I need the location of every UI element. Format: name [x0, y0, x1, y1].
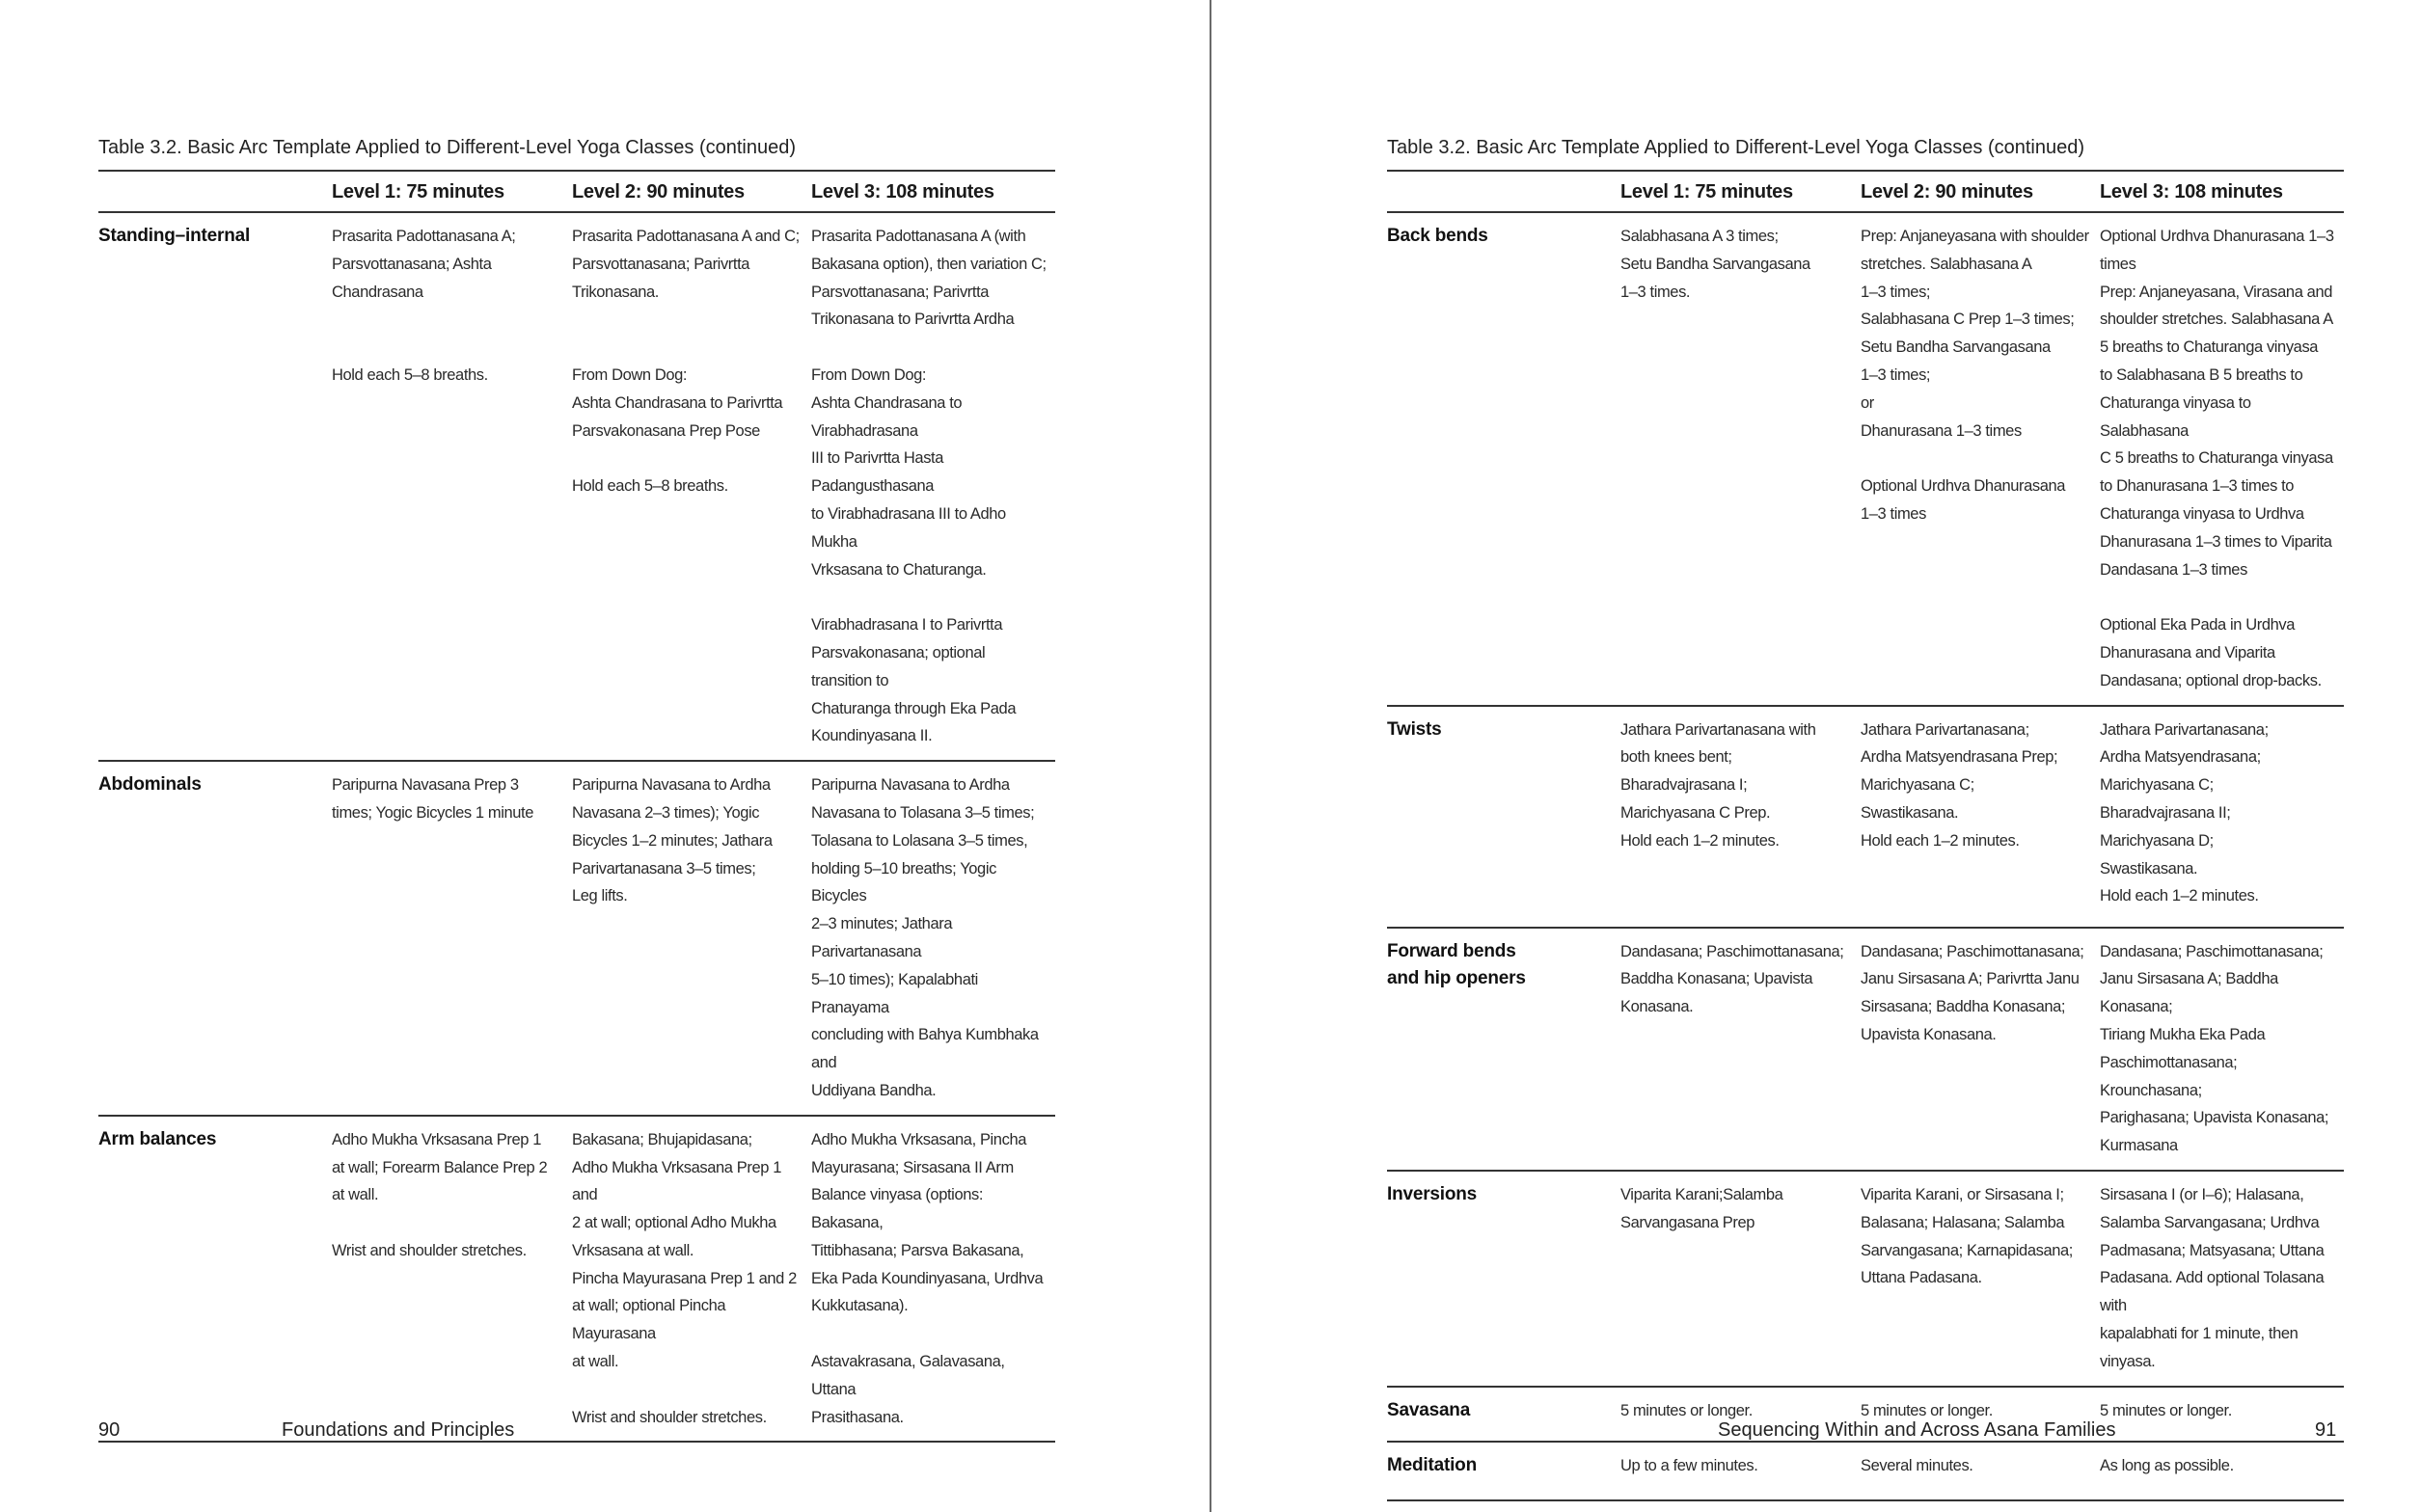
- table-row: [1387, 706, 2344, 928]
- cell-level-3: Dandasana; Paschimottanasana; Janu Sirsasana A; Baddha Konasana; Tiriang Mukha Eka Pada Paschimottanasana; Krounchasana; Parighasana; Upavista Konasana; Kurmasana: [2100, 928, 2344, 1171]
- cell-level-2: Viparita Karani, or Sirsasana I; Balasana; Halasana; Salamba Sarvangasana; Karnapidasana; Uttana Padasana.: [1861, 1171, 2100, 1387]
- cell-level-1: Prasarita Padottanasana A; Parsvottanasana; Ashta Chandrasana Hold each 5–8 breaths.: [332, 212, 572, 761]
- table-caption: Table 3.2. Basic Arc Template Applied to Different-Level Yoga Classes (continued): [1387, 137, 2085, 158]
- left-page: [0, 0, 1210, 1512]
- row-family: Arm balances: [98, 1116, 332, 1443]
- cell-level-1: 5 minutes or longer.: [1620, 1387, 1861, 1442]
- header-level-3: Level 3: 108 minutes: [811, 171, 1055, 212]
- cell-level-2: Prep: Anjaneyasana with shoulder stretches. Salabhasana A 1–3 times; Salabhasana C Prep 1–3 times; Setu Bandha Sarvangasana 1–3 times; or Dhanurasana 1–3 times Optional Urdhva Dhanurasana 1–3 times: [1861, 212, 2100, 706]
- sequencing-table-left: [98, 170, 1055, 1443]
- row-family: Inversions: [1387, 1171, 1620, 1387]
- cell-level-1: Viparita Karani;Salamba Sarvangasana Prep: [1620, 1171, 1861, 1387]
- table-row: [98, 761, 1055, 1116]
- table-header-row: [1387, 171, 2344, 212]
- header-family: [1387, 171, 1620, 212]
- row-family: Savasana: [1387, 1387, 1620, 1442]
- cell-level-1: Adho Mukha Vrksasana Prep 1 at wall; Forearm Balance Prep 2 at wall. Wrist and shoulder stretches.: [332, 1116, 572, 1443]
- cell-level-2: Bakasana; Bhujapidasana; Adho Mukha Vrksasana Prep 1 and 2 at wall; optional Adho Mukha Vrksasana at wall. Pincha Mayurasana Prep 1 and 2 at wall; optional Pincha Mayurasana at wall. Wrist and shoulder stretches.: [572, 1116, 811, 1443]
- table-caption: Table 3.2. Basic Arc Template Applied to Different-Level Yoga Classes (continued): [98, 137, 797, 158]
- header-family: [98, 171, 332, 212]
- cell-level-2: Paripurna Navasana to Ardha Navasana 2–3 times); Yogic Bicycles 1–2 minutes; Jathara Parivartanasana 3–5 times; Leg lifts.: [572, 761, 811, 1116]
- right-page: [1211, 0, 2421, 1512]
- row-family: Standing–internal: [98, 212, 332, 761]
- header-level-2: Level 2: 90 minutes: [572, 171, 811, 212]
- table-row: [1387, 1171, 2344, 1387]
- cell-level-3: As long as possible.: [2100, 1442, 2344, 1500]
- cell-level-1: Up to a few minutes.: [1620, 1442, 1861, 1500]
- cell-level-3: Paripurna Navasana to Ardha Navasana to Tolasana 3–5 times; Tolasana to Lolasana 3–5 times, holding 5–10 breaths; Yogic Bicycles 2–3 minutes; Jathara Parivartanasana 5–10 times); Kapalabhati Pranayama concluding with Bahya Kumbhaka and Uddiyana Bandha.: [811, 761, 1055, 1116]
- cell-level-2: Several minutes.: [1861, 1442, 2100, 1500]
- cell-level-1: Jathara Parivartanasana with both knees bent; Bharadvajrasana I; Marichyasana C Prep. Hold each 1–2 minutes.: [1620, 706, 1861, 928]
- row-family: Back bends: [1387, 212, 1620, 706]
- header-level-2: Level 2: 90 minutes: [1861, 171, 2100, 212]
- row-family: Abdominals: [98, 761, 332, 1116]
- cell-level-3: Sirsasana I (or I–6); Halasana, Salamba Sarvangasana; Urdhva Padmasana; Matsyasana; Uttana Padasana. Add optional Tolasana with kapalabhati for 1 minute, then vinyasa.: [2100, 1171, 2344, 1387]
- page-number: 90: [98, 1419, 121, 1441]
- cell-level-3: Optional Urdhva Dhanurasana 1–3 times Prep: Anjaneyasana, Virasana and shoulder stretches. Salabhasana A 5 breaths to Chaturanga vinyasa to Salabhasana B 5 breaths to Chaturanga vinyasa to Salabhasana C 5 breaths to Chaturanga vinyasa to Dhanurasana 1–3 times to Chaturanga vinyasa to Urdhva Dhanurasana 1–3 times to Viparita Dandasana 1–3 times Optional Eka Pada in Urdhva Dhanurasana and Viparita Dandasana; optional drop-backs.: [2100, 212, 2344, 706]
- table-row: [98, 1116, 1055, 1443]
- row-family: Forward bends and hip openers: [1387, 928, 1620, 1171]
- cell-level-3: Adho Mukha Vrksasana, Pincha Mayurasana; Sirsasana II Arm Balance vinyasa (options: Bakasana, Tittibhasana; Parsva Bakasana, Eka Pada Koundinyasana, Urdhva Kukkutasana). Astavakrasana, Galavasana, Uttana Prasithasana.: [811, 1116, 1055, 1443]
- cell-level-2: Dandasana; Paschimottanasana; Janu Sirsasana A; Parivrtta Janu Sirsasana; Baddha Konasana; Upavista Konasana.: [1861, 928, 2100, 1171]
- cell-level-1: Paripurna Navasana Prep 3 times; Yogic Bicycles 1 minute: [332, 761, 572, 1116]
- cell-level-2: 5 minutes or longer.: [1861, 1387, 2100, 1442]
- table-header-row: [98, 171, 1055, 212]
- page-number: 91: [2315, 1419, 2337, 1441]
- cell-level-2: Prasarita Padottanasana A and C; Parsvottanasana; Parivrtta Trikonasana. From Down Dog: Ashta Chandrasana to Parivrtta Parsvakonasana Prep Pose Hold each 5–8 breaths.: [572, 212, 811, 761]
- cell-level-1: Salabhasana A 3 times; Setu Bandha Sarvangasana 1–3 times.: [1620, 212, 1861, 706]
- cell-level-1: Dandasana; Paschimottanasana; Baddha Konasana; Upavista Konasana.: [1620, 928, 1861, 1171]
- row-family: Twists: [1387, 706, 1620, 928]
- header-level-1: Level 1: 75 minutes: [1620, 171, 1861, 212]
- running-footer-title: Sequencing Within and Across Asana Families: [1718, 1419, 2116, 1441]
- cell-level-2: Jathara Parivartanasana; Ardha Matsyendrasana Prep; Marichyasana C; Swastikasana. Hold each 1–2 minutes.: [1861, 706, 2100, 928]
- table-row: [1387, 212, 2344, 706]
- table-row: [1387, 1442, 2344, 1500]
- running-footer-title: Foundations and Principles: [282, 1419, 515, 1441]
- cell-level-3: Prasarita Padottanasana A (with Bakasana option), then variation C; Parsvottanasana; Parivrtta Trikonasana to Parivrtta Ardha From Down Dog: Ashta Chandrasana to Virabhadrasana III to Parivrtta Hasta Padangusthasana to Virabhadrasana III to Adho Mukha Vrksasana to Chaturanga. Virabhadrasana I to Parivrtta Parsvakonasana; optional transition to Chaturanga through Eka Pada Koundinyasana II.: [811, 212, 1055, 761]
- row-family: Meditation: [1387, 1442, 1620, 1500]
- header-level-3: Level 3: 108 minutes: [2100, 171, 2344, 212]
- table-row: [98, 212, 1055, 761]
- table-row: [1387, 928, 2344, 1171]
- cell-level-3: 5 minutes or longer.: [2100, 1387, 2344, 1442]
- cell-level-3: Jathara Parivartanasana; Ardha Matsyendrasana; Marichyasana C; Bharadvajrasana II; Marichyasana D; Swastikasana. Hold each 1–2 minutes.: [2100, 706, 2344, 928]
- sequencing-table-right: [1387, 170, 2344, 1501]
- header-level-1: Level 1: 75 minutes: [332, 171, 572, 212]
